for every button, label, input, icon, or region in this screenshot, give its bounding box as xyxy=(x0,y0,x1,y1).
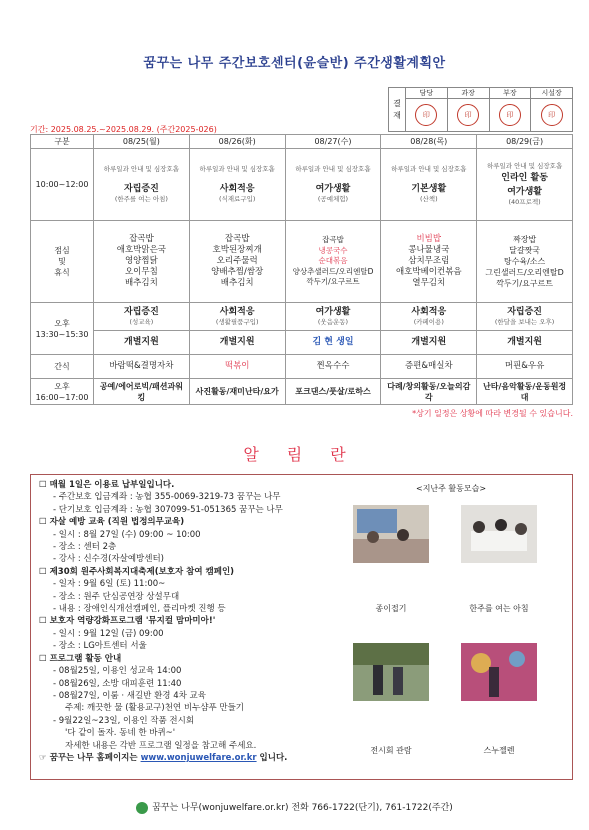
photo-exhibition xyxy=(353,643,429,701)
notice-sub: - 장소 : 원주 단심공연장 상설무대 xyxy=(53,591,180,602)
menu-cell xyxy=(285,221,381,303)
menu-item: 삼치무조림 xyxy=(408,256,450,266)
cell-subtext: 하루일과 안내 및 심장호흡 xyxy=(391,165,467,173)
photo-caption: 전시회 관람 xyxy=(370,746,412,755)
approval-header: 시설장 xyxy=(531,88,572,99)
notice-sub: - 내용 : 장애인식개선캠페인, 플리마켓 진행 등 xyxy=(53,604,226,615)
table-cell xyxy=(94,149,190,221)
menu-cell xyxy=(189,221,285,303)
cell-program: 여가생활 xyxy=(507,187,542,197)
cell-subtext: 하루일과 안내 및 심장호흡 xyxy=(199,165,275,173)
table-row xyxy=(31,221,573,303)
menu-item: 양배추찜/쌈장 xyxy=(211,267,264,277)
row-label-line: 16:00~17:00 xyxy=(35,392,89,402)
menu-item: 열무김치 xyxy=(412,278,446,288)
menu-item: 그린샐러드/오리엔탈D xyxy=(485,268,564,277)
support-cell: 개별지원 xyxy=(189,331,285,355)
notice-item: ☐ 보호자 역량강화프로그램 '뮤지컬 맘마미아!' xyxy=(39,616,216,627)
table-row xyxy=(31,379,573,405)
notice-sub: - 일자 : 9월 6일 (토) 11:00~ xyxy=(53,579,166,590)
cell-program: 여가생활 xyxy=(315,184,351,194)
approval-label-bottom: 재 xyxy=(393,110,401,120)
footer-text: 꿈꾸는 나무(wonjuwelfare.or.kr) 전화 766-1722(단기), 761-1722(주간) xyxy=(152,803,453,813)
row-label-line: 점심 xyxy=(54,246,70,255)
cell-subtext: (한달을 보내는 오후) xyxy=(494,317,555,326)
page-title: 꿈꾸는 나무 주간보호센터(윤슬반) 주간생활계획안 xyxy=(143,56,446,71)
cell-subtext: (식재료구입) xyxy=(218,195,256,203)
cell-program: 여가생활 xyxy=(315,306,351,317)
approval-stamp-icon: 印 xyxy=(457,104,479,126)
notice-sub: - 일시 : 9월 12일 (금) 09:00 xyxy=(53,628,164,639)
menu-cell xyxy=(94,221,190,303)
cell-program: 사회적응 xyxy=(411,306,447,317)
menu-item: 콩나물냉국 xyxy=(408,245,450,255)
menu-item: 잡곡밥 xyxy=(129,234,154,244)
notice-list xyxy=(39,479,359,764)
table-cell xyxy=(189,303,285,331)
column-header: 08/27(수) xyxy=(285,135,381,149)
approval-label xyxy=(389,88,406,131)
change-notice: *상기 일정은 상황에 따라 변경될 수 있습니다. xyxy=(412,409,573,418)
notice-sub: - 강사 : 신수경(자살예방센터) xyxy=(53,554,164,565)
cell-subtext: 하루일과 안내 및 심장호흡 xyxy=(103,165,180,173)
menu-item: 달걀짯국 xyxy=(509,246,541,255)
cell-program: 기본생활 xyxy=(411,184,447,194)
menu-item: 잡곡밥 xyxy=(322,235,344,245)
cell-subtext: (성교육) xyxy=(129,317,154,326)
column-header: 08/25(월) xyxy=(94,135,190,149)
notice-sub: - 장소 : LG아트센터 서울 xyxy=(53,641,147,652)
notice-sub: - 단기보호 입금계좌 : 농협 307099-51-051365 꿈꾸는 나무 xyxy=(53,504,283,515)
menu-item: 잡곡밥 xyxy=(224,234,250,244)
approval-col-4 xyxy=(531,88,572,131)
photos-title: <지난주 활동모습> xyxy=(416,484,487,493)
row-label xyxy=(31,221,94,303)
support-cell: 개별지원 xyxy=(477,331,573,355)
approval-stamp-icon: 印 xyxy=(499,104,521,126)
approval-col-3 xyxy=(490,88,532,131)
cell-subtext: 하루일과 안내 및 심장호흡 xyxy=(295,165,371,173)
cell-subtext: (생활필품구입) xyxy=(215,317,259,326)
schedule-table xyxy=(30,134,573,405)
notice-sub: 주제: 깨끗한 물 (활용교구)천연 비누샴푸 만들기 xyxy=(65,703,245,714)
menu-cell xyxy=(477,221,573,303)
logo-icon xyxy=(136,802,148,814)
activity-cell: 공예/에어로빅/패션과워킹 xyxy=(94,379,190,405)
notice-item: ☐ 프로그램 활동 안내 xyxy=(39,653,122,664)
menu-item: 탕수육/소스 xyxy=(503,257,546,266)
cell-program: 사회적응 xyxy=(219,184,255,194)
approval-header: 부장 xyxy=(490,88,531,99)
photo-caption: 종이접기 xyxy=(375,604,407,613)
approval-label-top: 결 xyxy=(393,98,401,108)
row-label-line: 오후 xyxy=(54,318,70,328)
notice-item: ☐ 자살 예방 교육 (직원 법정의무교육) xyxy=(39,517,185,528)
menu-item: 오리주물럭 xyxy=(216,256,258,266)
column-header: 08/28(목) xyxy=(381,135,477,149)
menu-item: 애호박베이컨볶음 xyxy=(395,267,462,277)
menu-cell xyxy=(381,221,477,303)
notice-item: ☐ 제30회 원주사회복지대축제(보호자 참여 캠페인) xyxy=(39,566,235,577)
approval-box xyxy=(388,87,573,132)
homepage-line xyxy=(39,752,359,764)
table-row xyxy=(31,355,573,379)
notice-sub: - 9월22일~23일, 이용인 작품 전시회 xyxy=(53,715,195,726)
cell-program: 자립증진 xyxy=(124,306,159,317)
table-cell xyxy=(477,303,573,331)
menu-item: 비빔밥 xyxy=(416,234,442,244)
row-label: 10:00~12:00 xyxy=(31,149,94,221)
menu-item: 애호박맑은국 xyxy=(116,245,167,255)
activity-cell: 포크댄스/풋살/로하스 xyxy=(285,379,381,405)
menu-item: 냉콩국수 xyxy=(318,245,348,255)
table-cell xyxy=(381,149,477,221)
period-text: 기간: 2025.08.25.~2025.08.29. (주간2025-026) xyxy=(30,125,217,134)
approval-col-2 xyxy=(448,88,490,131)
cell-program: 사회적응 xyxy=(219,306,255,317)
notice-sub: - 주간보호 입금계좌 : 농협 355-0069-3219-73 꿈꾸는 나무 xyxy=(53,492,281,503)
notice-sub: '다 같이 돌자. 동네 한 바퀴~' xyxy=(65,728,176,739)
cell-subtext: (웃음운동) xyxy=(317,317,349,326)
table-cell xyxy=(285,149,381,221)
notice-sub: - 일시 : 8월 27일 (수) 09:00 ~ 10:00 xyxy=(53,529,201,540)
table-cell xyxy=(477,149,573,221)
homepage-suffix: 입니다. xyxy=(256,752,288,763)
support-cell: 개별지원 xyxy=(381,331,477,355)
cell-program: 인라인 활동 xyxy=(501,173,548,183)
board-title: 알림란 xyxy=(243,445,374,464)
column-header: 구분 xyxy=(31,135,94,149)
approval-stamp-icon: 印 xyxy=(415,104,437,126)
menu-item: 오이무침 xyxy=(124,267,158,277)
cell-subtext: (카페이용) xyxy=(413,317,444,326)
table-cell xyxy=(189,149,285,221)
notice-sub: - 08월27일, 이룸 · 새길반 환경 4차 교육 xyxy=(53,690,206,701)
menu-item: 순대볶음 xyxy=(318,256,348,266)
table-row xyxy=(31,149,573,221)
approval-header: 과장 xyxy=(448,88,489,99)
menu-item: 배추김치 xyxy=(220,278,254,288)
cell-subtext: 하루일과 안내 및 심장호흡 xyxy=(486,162,563,170)
notice-sub: - 08월25일, 이용인 성교육 14:00 xyxy=(53,666,182,677)
row-label xyxy=(31,303,94,355)
menu-item: 배추김치 xyxy=(124,278,158,288)
cell-subtext: (40프로젝) xyxy=(508,198,541,206)
cell-subtext: (산책) xyxy=(419,195,438,203)
homepage-prefix: ☞ 꿈꾸는 나무 홈페이지는 xyxy=(39,752,141,763)
table-cell xyxy=(381,303,477,331)
menu-item: 깍두기/요구르트 xyxy=(496,279,553,288)
table-header-row xyxy=(31,135,573,149)
photo-caption: 스누젤렌 xyxy=(483,746,515,755)
notice-box xyxy=(30,474,573,780)
notice-sub: - 08월26일, 소방 대피훈련 11:40 xyxy=(53,678,182,689)
cell-subtext: (한주를 여는 아침) xyxy=(114,195,168,203)
notice-item: ☐ 매월 1일은 이용료 납부일입니다. xyxy=(39,480,175,490)
table-cell xyxy=(94,303,190,331)
birthday-cell: 김 현 생일 xyxy=(285,331,381,355)
activity-cell: 다례/창의활동/오늘의감각 xyxy=(381,379,477,405)
menu-item: 짜장밥 xyxy=(513,235,537,244)
row-label-line: 및 xyxy=(58,257,66,266)
menu-item: 깍두기/요구르트 xyxy=(306,277,360,287)
footer xyxy=(0,800,589,814)
snack-cell: 머핀&우유 xyxy=(477,355,573,379)
row-label xyxy=(31,379,94,405)
menu-item: 호박된장찌개 xyxy=(212,245,262,255)
snack-cell: 증편&매실차 xyxy=(381,355,477,379)
row-label-line: 오후 xyxy=(54,381,70,391)
table-cell xyxy=(285,303,381,331)
snack-cell: 떡볶이 xyxy=(189,355,285,379)
photo-caption: 한주를 여는 아침 xyxy=(469,604,529,613)
column-header: 08/29(금) xyxy=(477,135,573,149)
row-label-line: 13:30~15:30 xyxy=(35,329,89,339)
activity-cell: 난타/음악활동/운동원정대 xyxy=(477,379,573,405)
row-label-line: 휴식 xyxy=(54,268,70,277)
activity-cell: 사진활동/재미난타/요가 xyxy=(189,379,285,405)
snack-cell: 찐옥수수 xyxy=(285,355,381,379)
cell-program: 자립증진 xyxy=(124,184,159,194)
menu-item: 양상추샐러드/오리엔탈D xyxy=(292,266,374,276)
table-row xyxy=(31,331,573,355)
homepage-link[interactable]: www.wonjuwelfare.or.kr xyxy=(140,752,257,763)
approval-header: 담당 xyxy=(406,88,447,99)
cell-program: 자립증진 xyxy=(507,306,542,317)
table-row xyxy=(31,303,573,331)
snack-cell: 바람떡&결명자차 xyxy=(94,355,190,379)
menu-item: 영양찜닭 xyxy=(124,256,158,266)
photo-snoezelen xyxy=(461,643,537,701)
photo-origami xyxy=(353,505,429,563)
photo-morning xyxy=(461,505,537,563)
row-label: 간식 xyxy=(31,355,94,379)
notice-sub: - 장소 : 센터 2층 xyxy=(53,542,117,553)
support-cell: 개별지원 xyxy=(94,331,190,355)
column-header: 08/26(화) xyxy=(189,135,285,149)
approval-stamp-icon: 印 xyxy=(541,104,563,126)
notice-sub: 자세한 내용은 각반 프로그램 일정을 참고해 주세요. xyxy=(65,740,257,751)
approval-col-1 xyxy=(406,88,448,131)
cell-subtext: (공예체험) xyxy=(317,195,349,203)
